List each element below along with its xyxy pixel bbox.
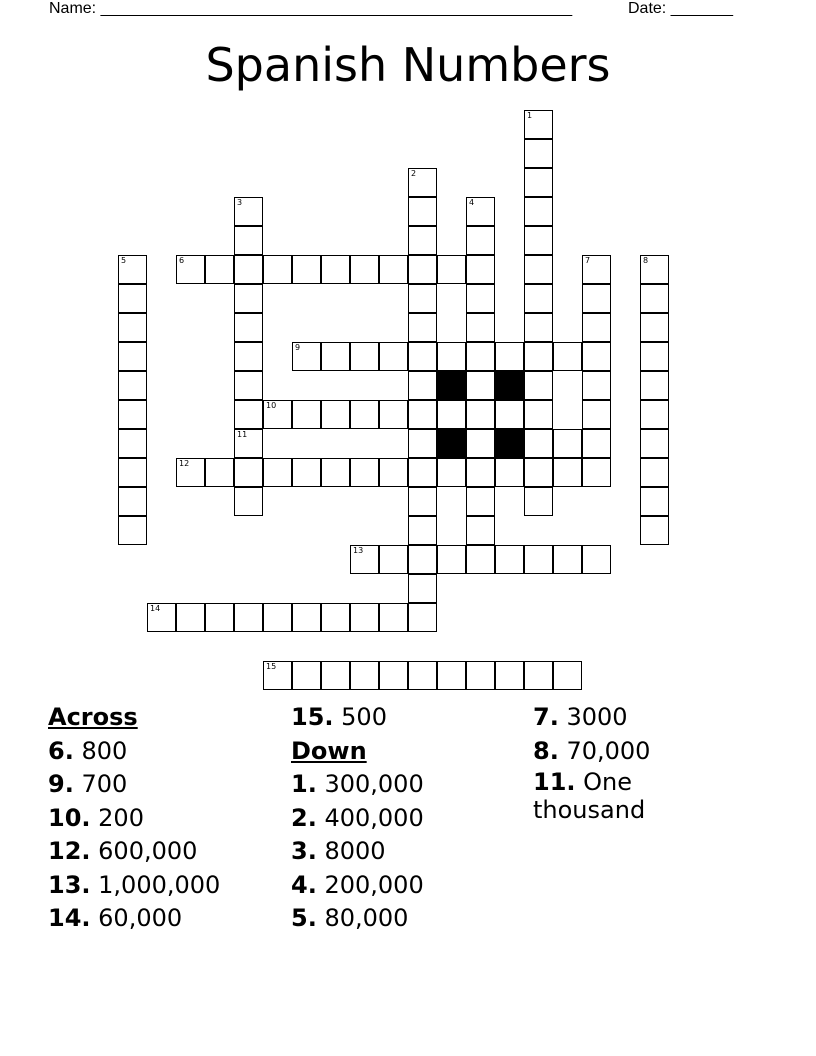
grid-cell[interactable] [379,603,408,632]
clues-column-1 [48,701,278,936]
grid-cell[interactable] [408,458,437,487]
grid-cell[interactable] [408,342,437,371]
clue-number: 1. [291,770,317,798]
grid-cell[interactable] [582,545,611,574]
grid-block [437,371,466,400]
grid-cell[interactable] [524,429,553,458]
grid-block [495,371,524,400]
grid-cell[interactable] [524,197,553,226]
grid-cell[interactable] [263,255,292,284]
clue-down-11 [533,768,693,824]
grid-cell[interactable] [379,400,408,429]
grid-cell[interactable] [466,545,495,574]
grid-cell[interactable] [350,603,379,632]
grid-cell[interactable] [234,400,263,429]
grid-cell[interactable] [176,603,205,632]
grid-cell[interactable] [292,603,321,632]
grid-cell[interactable] [234,313,263,342]
cell-number: 8 [643,256,649,265]
grid-cell[interactable] [640,458,669,487]
grid-cell[interactable] [321,255,350,284]
clue-number: 8. [533,736,559,765]
clue-number: 6. [48,736,74,765]
clue-text: 800 [81,736,128,765]
grid-cell[interactable] [234,226,263,255]
grid-cell[interactable] [582,458,611,487]
grid-cell[interactable] [350,545,379,574]
grid-cell[interactable] [379,458,408,487]
clue-across-9 [48,768,278,802]
grid-cell[interactable] [408,226,437,255]
grid-cell[interactable] [379,661,408,690]
cell-number: 15 [266,662,277,671]
grid-cell[interactable] [640,284,669,313]
clue-text: 700 [81,770,128,798]
grid-cell[interactable] [466,516,495,545]
grid-cell[interactable] [350,342,379,371]
grid-cell[interactable] [466,429,495,458]
grid-cell[interactable] [640,429,669,458]
cell-number: 7 [585,256,591,265]
grid-cell[interactable] [234,371,263,400]
clues-column-3 [533,701,693,824]
grid-cell[interactable] [466,371,495,400]
clue-number: 11. [533,768,576,796]
grid-cell[interactable] [640,487,669,516]
clue-number: 10. [48,803,91,832]
page-title: Spanish Numbers [205,38,611,92]
cell-number: 5 [121,256,127,265]
clue-text: One thousand [533,768,646,824]
grid-cell[interactable] [553,545,582,574]
grid-cell[interactable] [321,661,350,690]
grid-cell[interactable] [553,458,582,487]
clue-text: 70,000 [566,736,651,765]
grid-cell[interactable] [234,284,263,313]
clue-text: 3000 [566,703,628,731]
grid-cell[interactable] [408,197,437,226]
grid-cell[interactable] [118,487,147,516]
grid-cell[interactable] [292,661,321,690]
grid-cell[interactable] [292,255,321,284]
grid-cell[interactable] [234,487,263,516]
across-heading: Across [48,703,138,731]
clue-down-1 [291,768,521,802]
grid-cell[interactable] [582,284,611,313]
grid-cell[interactable] [582,342,611,371]
grid-cell[interactable] [118,284,147,313]
clue-text: 500 [341,703,387,731]
clue-text: 300,000 [324,770,424,798]
cell-number: 14 [150,604,161,613]
grid-cell[interactable] [118,342,147,371]
grid-cell[interactable] [147,603,176,632]
down-heading: Down [291,736,367,765]
grid-cell[interactable] [350,255,379,284]
clue-number: 15. [291,703,334,731]
grid-cell[interactable] [524,226,553,255]
grid-cell[interactable] [408,545,437,574]
grid-cell[interactable] [524,400,553,429]
grid-block [437,429,466,458]
grid-cell[interactable] [582,400,611,429]
grid-cell[interactable] [466,458,495,487]
clue-text: 400,000 [324,803,424,832]
grid-cell[interactable] [553,342,582,371]
grid-cell[interactable] [553,429,582,458]
grid-cell[interactable] [118,516,147,545]
grid-cell[interactable] [466,255,495,284]
grid-cell[interactable] [292,400,321,429]
clue-down-3 [291,835,521,869]
grid-cell[interactable] [176,255,205,284]
grid-cell[interactable] [466,226,495,255]
clue-down-5 [291,902,521,936]
grid-cell[interactable] [234,429,263,458]
grid-cell[interactable] [466,342,495,371]
grid-cell[interactable] [118,371,147,400]
clue-text: 200 [98,803,144,832]
grid-cell[interactable] [437,661,466,690]
grid-cell[interactable] [524,139,553,168]
grid-cell[interactable] [379,342,408,371]
clue-text: 200,000 [324,870,424,899]
grid-cell[interactable] [408,255,437,284]
grid-cell[interactable] [408,516,437,545]
grid-cell[interactable] [234,255,263,284]
grid-cell[interactable] [640,400,669,429]
grid-cell[interactable] [553,661,582,690]
grid-cell[interactable] [495,458,524,487]
grid-cell[interactable] [118,429,147,458]
grid-cell[interactable] [205,603,234,632]
cell-number: 4 [469,198,475,207]
grid-cell[interactable] [408,603,437,632]
clue-across-15 [291,701,521,735]
grid-cell[interactable] [466,284,495,313]
grid-cell[interactable] [350,458,379,487]
grid-cell[interactable] [582,429,611,458]
grid-cell[interactable] [408,284,437,313]
grid-cell[interactable] [350,661,379,690]
grid-cell[interactable] [408,313,437,342]
grid-cell[interactable] [640,371,669,400]
cell-number: 6 [179,256,185,265]
grid-cell[interactable] [524,545,553,574]
cell-number: 1 [527,111,533,120]
clue-text: 80,000 [324,904,409,932]
grid-cell[interactable] [408,400,437,429]
grid-cell[interactable] [292,458,321,487]
grid-cell[interactable] [495,661,524,690]
clue-across-12 [48,835,278,869]
grid-cell[interactable] [466,313,495,342]
grid-cell[interactable] [466,400,495,429]
clue-number: 2. [291,803,317,832]
grid-cell[interactable] [118,400,147,429]
clue-number: 4. [291,870,317,899]
grid-cell[interactable] [408,574,437,603]
grid-cell[interactable] [582,313,611,342]
grid-cell[interactable] [524,255,553,284]
clue-text: 1,000,000 [98,870,221,899]
grid-cell[interactable] [321,458,350,487]
grid-cell[interactable] [408,371,437,400]
clue-number: 3. [291,837,317,865]
grid-cell[interactable] [408,429,437,458]
grid-cell[interactable] [524,342,553,371]
grid-cell[interactable] [321,342,350,371]
cell-number: 13 [353,546,364,555]
clue-number: 9. [48,770,74,798]
cell-number: 10 [266,401,277,410]
grid-cell[interactable] [379,545,408,574]
clue-across-13 [48,869,278,903]
grid-cell[interactable] [234,342,263,371]
grid-cell[interactable] [466,661,495,690]
clue-text: 600,000 [98,837,198,865]
grid-cell[interactable] [263,400,292,429]
grid-cell[interactable] [118,255,147,284]
grid-cell[interactable] [524,284,553,313]
grid-block [495,429,524,458]
grid-cell[interactable] [408,487,437,516]
grid-cell[interactable] [205,458,234,487]
grid-cell[interactable] [263,458,292,487]
cell-number: 2 [411,169,417,178]
cell-number: 3 [237,198,243,207]
cell-number: 12 [179,459,190,468]
clue-number: 13. [48,870,91,899]
clue-number: 5. [291,904,317,932]
grid-cell[interactable] [263,661,292,690]
clues-column-2 [291,701,521,936]
grid-cell[interactable] [495,545,524,574]
grid-cell[interactable] [640,255,669,284]
grid-cell[interactable] [524,110,553,139]
grid-cell[interactable] [437,400,466,429]
clue-number: 12. [48,837,91,865]
grid-cell[interactable] [321,400,350,429]
grid-cell[interactable] [524,458,553,487]
grid-cell[interactable] [321,603,350,632]
grid-cell[interactable] [176,458,205,487]
grid-cell[interactable] [437,342,466,371]
grid-cell[interactable] [524,313,553,342]
grid-cell[interactable] [466,487,495,516]
grid-cell[interactable] [234,458,263,487]
grid-cell[interactable] [466,197,495,226]
grid-cell[interactable] [263,603,292,632]
grid-cell[interactable] [495,342,524,371]
clue-down-7 [533,701,693,735]
grid-cell[interactable] [234,603,263,632]
grid-cell[interactable] [524,661,553,690]
grid-cell[interactable] [524,487,553,516]
grid-cell[interactable] [118,458,147,487]
clue-number: 7. [533,703,559,731]
clue-across-14 [48,902,278,936]
grid-cell[interactable] [640,342,669,371]
grid-cell[interactable] [379,255,408,284]
grid-cell[interactable] [437,255,466,284]
grid-cell[interactable] [495,400,524,429]
grid-cell[interactable] [640,516,669,545]
grid-cell[interactable] [205,255,234,284]
grid-cell[interactable] [524,168,553,197]
clue-number: 14. [48,904,91,932]
grid-cell[interactable] [640,313,669,342]
clue-across-6 [48,735,278,769]
clue-text: 60,000 [98,904,183,932]
grid-cell[interactable] [437,458,466,487]
grid-cell[interactable] [118,313,147,342]
clue-down-4 [291,869,521,903]
grid-cell[interactable] [234,197,263,226]
clue-down-2 [291,802,521,836]
cell-number: 9 [295,343,301,352]
grid-cell[interactable] [292,342,321,371]
clue-text: 8000 [324,837,386,865]
grid-cell[interactable] [350,400,379,429]
grid-cell[interactable] [437,545,466,574]
date-field[interactable]: Date: _______ [628,0,733,17]
grid-cell[interactable] [408,168,437,197]
grid-cell[interactable] [408,661,437,690]
grid-cell[interactable] [524,371,553,400]
clue-down-8 [533,735,693,769]
name-field[interactable]: Name: _____________________________________________________ [49,0,573,17]
grid-cell[interactable] [582,371,611,400]
clue-across-10 [48,802,278,836]
cell-number: 11 [237,430,248,439]
grid-cell[interactable] [582,255,611,284]
